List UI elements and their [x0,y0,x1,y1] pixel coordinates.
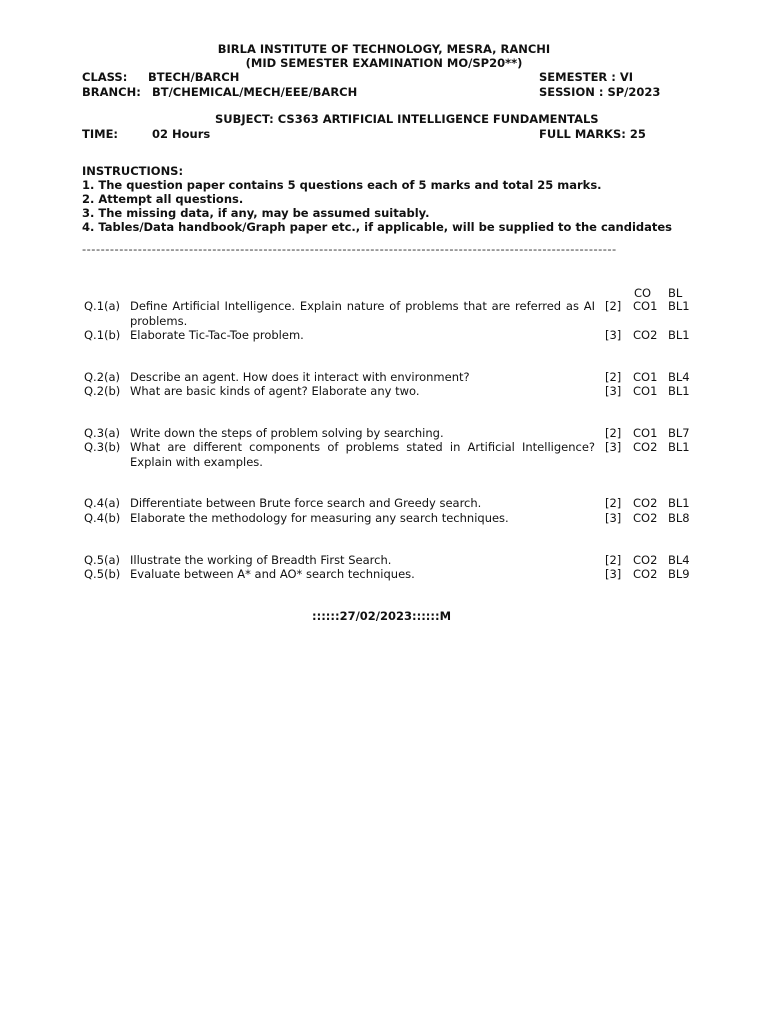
exam-date-footer: ::::::27/02/2023::::::M [312,609,452,623]
question-marks: [2] [605,426,622,440]
question-bl: BL8 [668,511,690,525]
question-text: Elaborate Tic-Tac-Toe problem. [130,328,304,342]
question-marks: [2] [605,299,622,313]
class-value: BTECH/BARCH [148,70,240,84]
divider: ------------------------------------------------------------------------------------------------------------------- [82,242,617,256]
question-number: Q.1(a) [84,299,121,313]
question-co: CO1 [633,426,658,440]
question-number: Q.3(b) [84,440,121,454]
question-number: Q.1(b) [84,328,121,342]
question-bl: BL7 [668,426,690,440]
question-marks: [3] [605,440,622,454]
question-text: Write down the steps of problem solving by searching. [130,426,444,440]
question-number: Q.3(a) [84,426,121,440]
question-co: CO2 [633,553,658,567]
semester: SEMESTER : VI [539,70,634,84]
instructions-title: INSTRUCTIONS: [82,164,184,178]
question-number: Q.5(b) [84,567,121,581]
question-marks: [3] [605,384,622,398]
question-bl: BL1 [668,328,690,342]
time-value: 02 Hours [152,127,211,141]
question-text: What are different components of problems stated in Artificial Intelligence? Explain with examples. [130,440,595,469]
question-co: CO2 [633,496,658,510]
instruction-item: 2. Attempt all questions. [82,192,244,206]
question-marks: [2] [605,370,622,384]
institute-name: BIRLA INSTITUTE OF TECHNOLOGY, MESRA, RANCHI [217,42,551,56]
instruction-item: 3. The missing data, if any, may be assumed suitably. [82,206,430,220]
question-co: CO2 [633,511,658,525]
question-co: CO2 [633,440,658,454]
question-marks: [2] [605,553,622,567]
question-number: Q.5(a) [84,553,121,567]
question-text: Describe an agent. How does it interact with environment? [130,370,470,384]
question-marks: [3] [605,328,622,342]
branch-label: BRANCH: [82,85,141,99]
subject: SUBJECT: CS363 ARTIFICIAL INTELLIGENCE FUNDAMENTALS [215,112,599,126]
bl-column-header: BL [668,286,683,300]
session: SESSION : SP/2023 [539,85,661,99]
branch-value: BT/CHEMICAL/MECH/EEE/BARCH [152,85,358,99]
question-marks: [3] [605,567,622,581]
question-bl: BL1 [668,496,690,510]
question-bl: BL4 [668,553,690,567]
exam-title: (MID SEMESTER EXAMINATION MO/SP20**) [245,56,523,70]
question-bl: BL4 [668,370,690,384]
question-bl: BL1 [668,384,690,398]
co-column-header: CO [634,286,652,300]
question-text: Define Artificial Intelligence. Explain nature of problems that are referred as AI problems. [130,299,595,328]
question-text: Evaluate between A* and AO* search techniques. [130,567,415,581]
instruction-item: 1. The question paper contains 5 questions each of 5 marks and total 25 marks. [82,178,602,192]
full-marks: FULL MARKS: 25 [539,127,646,141]
question-number: Q.4(a) [84,496,121,510]
question-marks: [3] [605,511,622,525]
question-text: Differentiate between Brute force search and Greedy search. [130,496,482,510]
question-text: What are basic kinds of agent? Elaborate any two. [130,384,420,398]
question-bl: BL1 [668,299,690,313]
question-number: Q.2(b) [84,384,121,398]
question-marks: [2] [605,496,622,510]
question-co: CO1 [633,370,658,384]
question-co: CO2 [633,567,658,581]
class-label: CLASS: [82,70,128,84]
question-number: Q.4(b) [84,511,121,525]
question-co: CO2 [633,328,658,342]
question-co: CO1 [633,299,658,313]
question-text: Elaborate the methodology for measuring any search techniques. [130,511,509,525]
question-co: CO1 [633,384,658,398]
question-text: Illustrate the working of Breadth First Search. [130,553,392,567]
question-bl: BL1 [668,440,690,454]
instruction-item: 4. Tables/Data handbook/Graph paper etc., if applicable, will be supplied to the candidates [82,220,673,234]
question-bl: BL9 [668,567,690,581]
time-label: TIME: [82,127,119,141]
question-number: Q.2(a) [84,370,121,384]
